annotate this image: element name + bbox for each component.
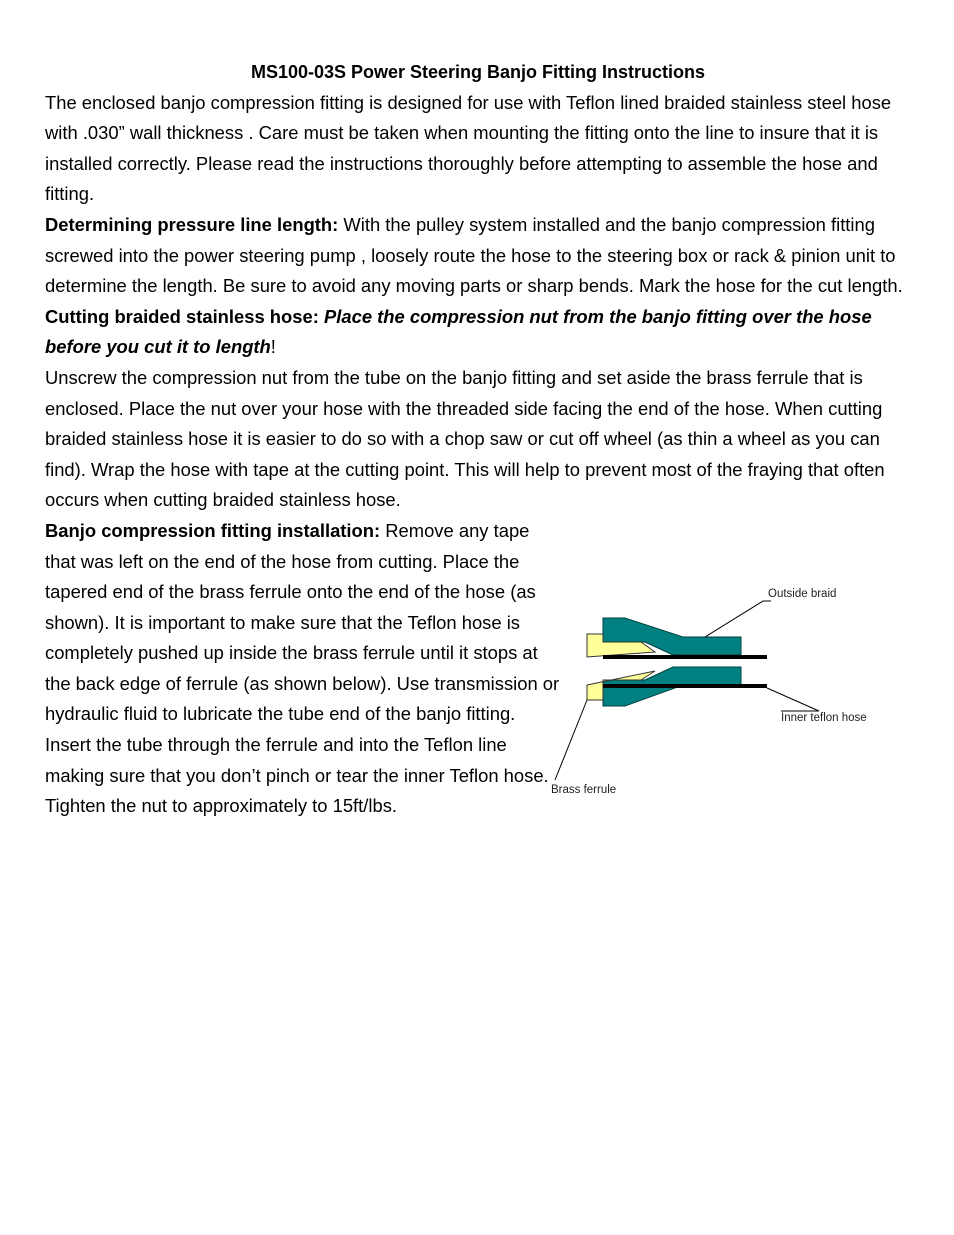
cutting-exclaim: !	[270, 336, 276, 358]
label-brass-ferrule: Brass ferrule	[551, 784, 617, 796]
label-outside-braid: Outside braid	[768, 588, 837, 600]
leader-brass-ferrule	[555, 700, 587, 780]
cutting-heading: Cutting braided stainless hose:	[45, 305, 319, 327]
page-title: MS100-03S Power Steering Banjo Fitting Instructions	[250, 62, 706, 82]
intro-paragraph: The enclosed banjo compression fitting is designed for use with Teflon lined braided stainless steel hose with .030” wall thickness . Care must be taken when mounting the fitting onto the line to insure that it is installed correctly. Please read the instructions thoroughly before attempting to assemble the hose and fitting.	[45, 91, 892, 205]
fitting-diagram	[545, 582, 885, 802]
install-heading: Banjo compression fitting installation:	[45, 519, 381, 541]
install-text-start: Remove any tape that was left on the end of the hose from cutting. Place the tapered end of the brass ferrule onto the end of the hose (as shown). It is important to make sure that the Teflon hose is completely pushed up inside the brass ferrule until it stops at the back edge of ferrule (as shown below). Use transmission or hydraulic fluid to lubricate the tube end of the banjo fitting. Insert the tube through the ferrule and into the Teflon line making sure that you don’t pinch or tear the inner Teflon hose. Tighten the nut to approximately to 15ft/lbs.	[45, 519, 560, 817]
pressure-heading: Determining pressure line length:	[45, 213, 339, 235]
leader-outside-braid	[705, 601, 771, 637]
label-inner-teflon: Inner teflon hose	[781, 712, 867, 724]
hose-upper-line	[603, 655, 767, 659]
hose-lower-line	[603, 684, 767, 688]
pressure-text: With the pulley system installed and the banjo compression fitting screwed into the power steering pump , loosely route the hose to the steering box or rack & pinion unit to determine the length. Be sure to avoid any moving parts or sharp bends. Mark the hose for the cut length.	[45, 213, 903, 297]
cutting-emphasis: Place the compression nut from the banjo fitting over the hose before you cut it to length	[45, 305, 872, 358]
pressure-section	[45, 210, 911, 302]
cutting-text: Unscrew the compression nut from the tube on the banjo fitting and set aside the brass ferrule that is enclosed. Place the nut over your hose with the threaded side facing the end of the hose. When cutting braided stainless hose it is easier to do so with a chop saw or cut off wheel (as thin a wheel as you can find). Wrap the hose with tape at the cutting point. This will help to prevent most of the fraying that often occurs when cutting braided stainless hose.	[45, 366, 885, 511]
fitting-diagram-svg	[545, 582, 885, 802]
leader-inner-teflon	[767, 688, 819, 711]
cutting-heading-line	[45, 302, 911, 363]
